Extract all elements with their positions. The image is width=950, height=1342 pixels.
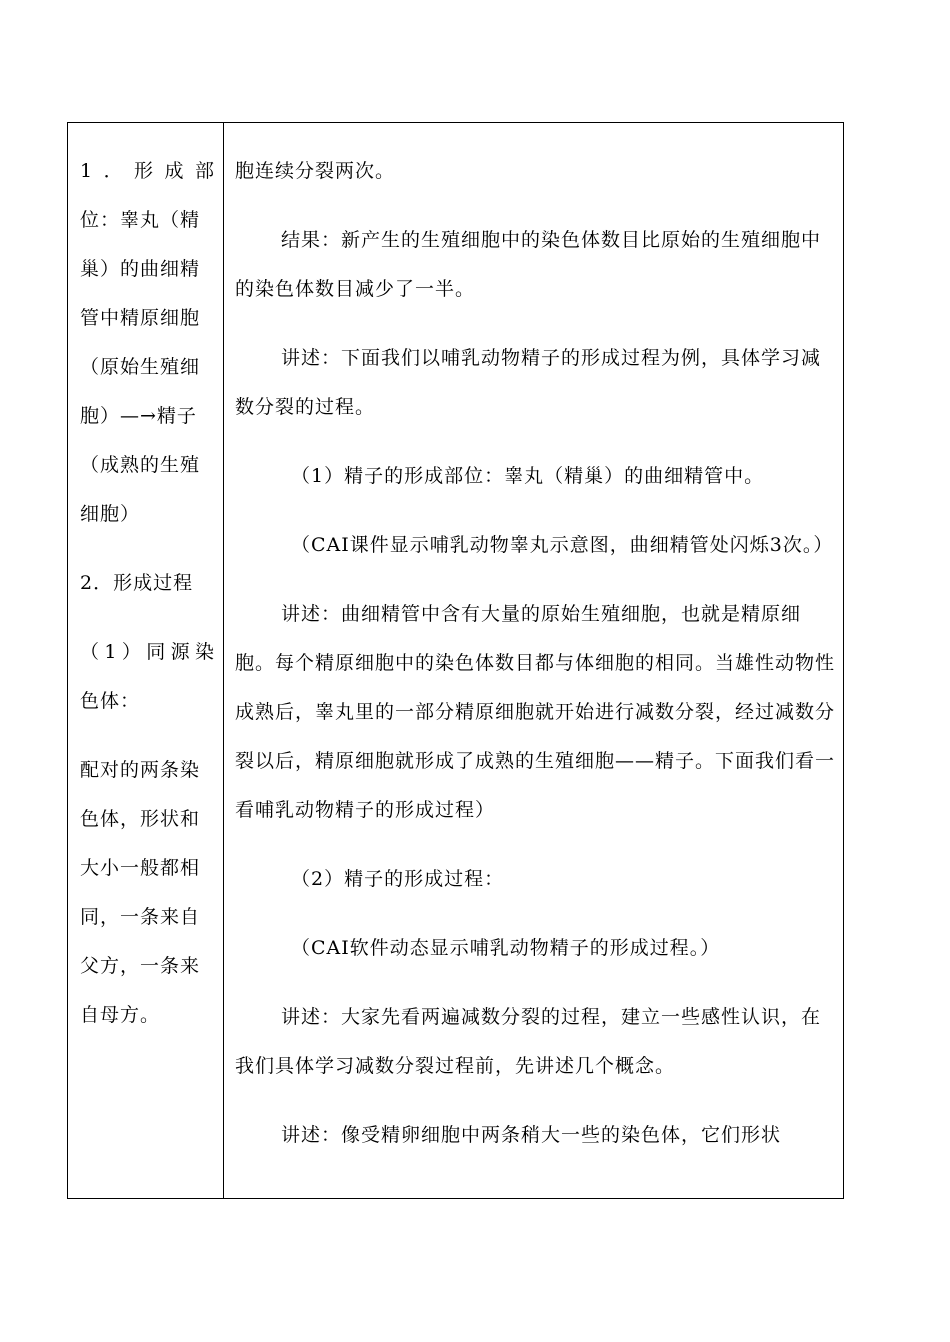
lecture-paragraph: 胞连续分裂两次。 xyxy=(235,160,396,182)
lecture-paragraph: 讲述：大家先看两遍减数分裂的过程，建立一些感性认识，在我们具体学习减数分裂过程前，先讲述几个概念。 xyxy=(235,1006,822,1077)
column-divider xyxy=(223,123,224,1198)
outline-line: 自母方。 xyxy=(80,1004,161,1026)
lecture-paragraph: 结果：新产生的生殖细胞中的染色体数目比原始的生殖细胞中的染色体数目减少了一半。 xyxy=(235,229,822,300)
lecture-paragraph: （2）精子的形成过程： xyxy=(291,868,505,890)
outline-line: 父方，一条来 xyxy=(80,955,201,977)
lecture-paragraph: （CAI课件显示哺乳动物睾丸示意图，曲细精管处闪烁3次。） xyxy=(291,534,834,556)
outline-line: 大小一般都相 xyxy=(80,857,201,879)
outline-line: 色体： xyxy=(80,690,141,712)
lecture-paragraph: （1）精子的形成部位：睾丸（精巢）的曲细精管中。 xyxy=(291,465,765,487)
lecture-paragraph: （CAI软件动态显示哺乳动物精子的形成过程。） xyxy=(291,937,721,959)
outline-line: 配对的两条染 xyxy=(80,759,201,781)
outline-line: 1．形成部 xyxy=(80,160,215,182)
outline-line: 管中精原细胞 xyxy=(80,307,201,329)
outline-line: 细胞） xyxy=(80,503,141,525)
outline-line: 2．形成过程 xyxy=(80,572,194,594)
outline-line: 色体，形状和 xyxy=(80,808,201,830)
outline-line: 同，一条来自 xyxy=(80,906,201,928)
lecture-column xyxy=(225,123,843,1198)
lecture-paragraph: 讲述：下面我们以哺乳动物精子的形成过程为例，具体学习减数分裂的过程。 xyxy=(235,347,822,418)
outline-line: 巢）的曲细精 xyxy=(80,258,201,280)
outline-line: （1）同源染 xyxy=(80,641,215,663)
lecture-paragraph: 讲述：像受精卵细胞中两条稍大一些的染色体，它们形状 xyxy=(281,1124,782,1146)
outline-column xyxy=(68,123,223,1198)
outline-line: 胞）—→精子 xyxy=(80,405,197,427)
outline-line: （原始生殖细 xyxy=(80,356,201,378)
lecture-paragraph: 讲述：曲细精管中含有大量的原始生殖细胞，也就是精原细胞。每个精原细胞中的染色体数目都与体细胞的相同。当雄性动物性成熟后，睾丸里的一部分精原细胞就开始进行减数分裂，经过减数分裂以后，精原细胞就形成了成熟的生殖细胞——精子。下面我们看一看哺乳动物精子的形成过程） xyxy=(235,603,836,821)
outline-line: 位：睾丸（精 xyxy=(80,209,201,231)
lesson-table xyxy=(67,122,844,1199)
outline-line: （成熟的生殖 xyxy=(80,454,201,476)
